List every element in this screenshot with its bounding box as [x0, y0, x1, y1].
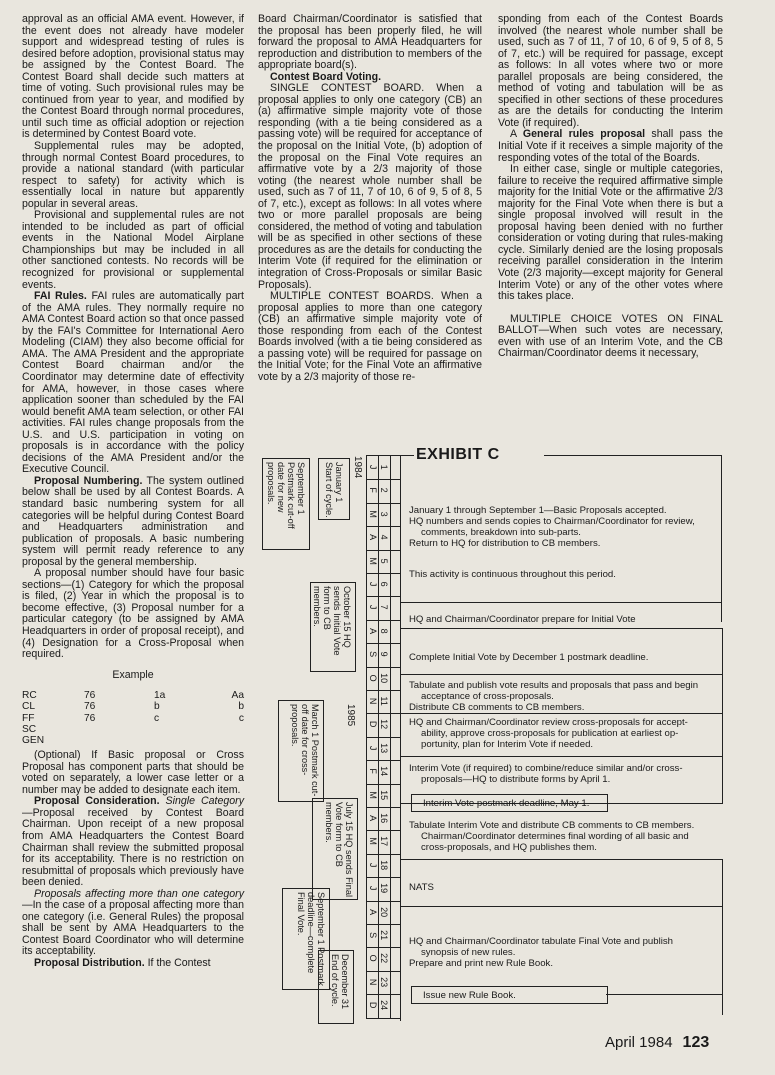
month-letter: J: [368, 581, 379, 587]
paragraph: [258, 291, 482, 383]
note-final-tabulate: HQ and Chairman/Coordinator tabulate Final Vote and publish synopsis of new rules. Prepare and print new Rule Book.: [409, 936, 673, 969]
month-number: 1: [379, 464, 390, 470]
month-number: 17: [379, 836, 390, 847]
note-issue-rulebook: Issue new Rule Book.: [423, 990, 516, 1001]
divider: [400, 628, 722, 629]
month-number: 9: [379, 651, 390, 657]
paragraph: (Optional) If Basic proposal or Cross Proposal has component parts that should be voted on separately, a lower case letter or a number may be added to designate each item.: [22, 749, 244, 796]
exhibit-title: EXHIBIT C: [416, 446, 500, 463]
paragraph: A proposal number should have four basic sections—(1) Category for which the proposal is filed, (2) Year in which the proposal is to become effective, (3) Proposal number for a particular category (to be assigned by AMA Headquarters in order of proposal receipt), and (4) Designation for a Cross-Proposal when required.: [22, 567, 244, 661]
month-number: 23: [379, 976, 390, 987]
month-number: 15: [379, 789, 390, 800]
section-body: —Proposal received by Contest Board Chairman. Upon receipt of a new proposal from AMA Headquarters the Contest Board Chairman shall review the submitted proposal for its acceptability. There is no restriction on resubmittal of proposals which previously have been denied.: [22, 806, 244, 889]
grid-row-line: [366, 971, 400, 972]
month-letter: J: [368, 862, 379, 868]
grid-row-line: [366, 479, 400, 480]
paragraph: [22, 796, 244, 888]
divider: [400, 906, 722, 907]
milestone-mar1: March 1 Postmark cut-off date for cross-proposals.: [290, 704, 320, 797]
month-letter: S: [368, 932, 379, 939]
divider: [722, 859, 723, 1015]
month-number: 24: [379, 1000, 390, 1011]
month-letter: M: [368, 556, 379, 565]
note-nats: NATS: [409, 882, 434, 893]
note-proposals: January 1 through September 1—Basic Proposals accepted. HQ numbers and sends copies to Chairman/Coordinator for review, comments, breakdown into sub-parts. Return to HQ for distribution to CB members.: [409, 505, 695, 549]
divider: [606, 994, 722, 995]
month-letter: D: [368, 1002, 379, 1009]
caps-lead: SINGLE CONTEST BOARD.: [270, 82, 425, 95]
table-row: SC: [22, 723, 37, 735]
grid-row-line: [366, 830, 400, 831]
section-body: When a proposal applies to only one category (CB) an (a) affirmative simple majority vote of those responding (with a tie being considered as a passing vote) will be required for acceptance of the proposal on the Initial Vote, (b) adoption of the proposal on the Final Vote requires an affirmative vote by a 2/3 majority of those voting (the nearest whole number shall be used, such as 7 of 11, 7 of 10, 6 of 9, 5 of 8, 5 of 7, etc.), except as follows: In all votes where two or more parallel proposals are being considered, the method of voting and tabulation will be as specified in other sections of these procedures as are the details for conducting the Interim Vote (if required for the elimination or integration of Cross-Proposals or similar Basic Proposals).: [258, 82, 482, 291]
caps-lead: MULTIPLE CONTEST BOARDS.: [270, 290, 434, 303]
grid-row-line: [366, 994, 400, 995]
section-heading: Contest Board Voting.: [270, 70, 382, 83]
section-body: FAI rules are automatically part of the AMA rules. They normally require no AMA Contest Board action so that once passed by the FAI's Committee for International Aero Modeling (CIAM) they also become official for AMA. The AMA President and the appropriate Contest Board chairman and/or the Coordinator may determine date of effectivity for AMA, however, in those cases where application sooner than scheduled by the FAI would benefit AMA team selection, or other FAI activities. FAI rules change proposals from the U.S. and U.S. participation in voting on proposals is in accordance with the policy decisions of the AMA President and/or the Executive Council.: [22, 290, 245, 476]
paragraph: In either case, single or multiple categories, failure to receive the required affirmative simple majority for the Initial Vote or the affirmative 2/3 majority for the Final Vote when there is but a single proposal involved will result in the proposal having been denied with no further consideration or voting during that rules-making cycle. Similarly denied are the losing proposals receiving parallel consideration in the Interim Vote (2/3 majority—except majority for General Interim Vote) or any of the other votes where this takes place.: [498, 163, 723, 303]
month-number: 13: [379, 742, 390, 753]
note-continuous: This activity is continuous throughout this period.: [409, 569, 616, 580]
paragraph: [22, 889, 244, 958]
divider: [400, 756, 722, 757]
month-number: 20: [379, 906, 390, 917]
grid-row-line: [366, 877, 400, 878]
grid-row-line: [366, 784, 400, 785]
month-letter: A: [368, 815, 379, 822]
month-number: 7: [379, 604, 390, 610]
month-letter: M: [368, 510, 379, 518]
month-number: 14: [379, 766, 390, 777]
note-cross-review: HQ and Chairman/Coordinator review cross-proposals for accept- ability, approve cross-proposals for publication at earliest op- portunity, plan for Interim Vote if needed.: [409, 717, 688, 750]
grid-col-line: [366, 456, 367, 1018]
grid-row-line: [366, 807, 400, 808]
month-letter: J: [368, 464, 379, 470]
month-number: 2: [379, 487, 390, 493]
note-interim-deadline: Interim Vote postmark deadline, May 1.: [423, 798, 590, 809]
divider: [400, 456, 401, 1021]
grid-row-line: [366, 573, 400, 574]
month-number: 21: [379, 930, 390, 941]
caps-lead: MULTIPLE CHOICE VOTES ON FINAL BALLOT—: [498, 312, 723, 337]
month-letter: M: [368, 837, 379, 846]
paragraph: [498, 314, 723, 360]
milestone-dec31: December 31 End of cycle.: [330, 954, 350, 1010]
month-number: 4: [379, 534, 390, 540]
section-body: The system outlined below shall be used by all Contest Boards. A standard basic numbering system for all categories will be helpful during Contest Board and Headquarters administration and publication of proposals. A basic numbering system will permit ready reference to any proposal by the general membership.: [22, 474, 244, 568]
grid-row-line: [366, 1018, 400, 1019]
month-letter: A: [368, 908, 379, 915]
grid-row-line: [366, 667, 400, 668]
grid-col-line: [378, 456, 379, 1018]
milestone-jan1: January 1 Start of cycle.: [324, 462, 344, 518]
paragraph: Provisional and supplemental rules are not intended to be included as part of official events in the National Model Airplane Championships but may be included in all other sanctioned contests. No records will be recognized for provisional or supplemental events.: [22, 209, 244, 291]
text-column-1: [22, 14, 244, 970]
section-body: If the Contest: [147, 957, 211, 970]
grid-col-line: [390, 456, 391, 1018]
divider: [400, 674, 722, 675]
divider: [544, 455, 722, 456]
month-letter: A: [368, 534, 379, 541]
table-row: FF 76 c c: [22, 712, 244, 724]
section-heading: Proposal Consideration.: [34, 795, 160, 808]
exhibit-c-timeline: [256, 446, 722, 1021]
section-heading: Proposal Numbering.: [34, 474, 143, 487]
divider: [400, 602, 722, 603]
grid-row-line: [366, 854, 400, 855]
month-letter: M: [368, 790, 379, 799]
month-letter: J: [368, 886, 379, 891]
grid-row-line: [366, 947, 400, 948]
example-table: [22, 690, 244, 746]
paragraph: [258, 83, 482, 291]
month-number: 19: [379, 883, 390, 894]
italic-lead: Proposals affecting more than one category: [34, 887, 244, 900]
month-number: 11: [379, 696, 390, 706]
section-body: When a proposal applies to more than one category (CB) an affirmative simple majority vote of those responding from each of the Contest Boards involved (with a tie being considered as a passing vote) will be required for passage on the Initial Vote; for the Final Vote an affirmative vote by a 2/3 majority of those re-: [258, 290, 482, 383]
paragraph: sponding from each of the Contest Boards involved (the nearest whole number shall be used, such as 7 of 11, 7 of 10, 6 of 9, 5 of 8, 5 of 7, etc.) will be required for passage, except as follows: In all votes where two or more parallel proposals are being considered, the method of voting and tabulation will be as specified in other sections of these procedures as are the details for conducting the Interim Vote (if required).: [498, 13, 723, 129]
table-row: CL 76 b b: [22, 701, 244, 713]
grid-row-line: [366, 713, 400, 714]
month-number: 10: [379, 672, 390, 683]
grid-row-line: [366, 596, 400, 597]
text-column-3: [498, 14, 723, 360]
paragraph: Supplemental rules may be adopted, through normal Contest Board procedures, to provide a national standard (with particular respect to safety) for activity which is essentially local in nature but apparently popular in several areas.: [22, 140, 244, 210]
grid-row-line: [366, 924, 400, 925]
grid-row-line: [366, 643, 400, 644]
table-row: GEN: [22, 734, 45, 746]
milestone-jul15: July 15 HQ sends Final Vote form to CB members.: [324, 802, 354, 897]
paragraph: Board Chairman/Coordinator is satisfied that the proposal has been properly filed, he will forward the proposal to AMA Headquarters for reproduction and distribution to members of the appropriate board(s).: [258, 13, 482, 72]
grid-row-line: [366, 737, 400, 738]
month-number: 3: [379, 511, 390, 517]
milestone-oct15: October 15 HQ sends Initial Vote form to CB members.: [312, 586, 352, 656]
month-number: 12: [379, 719, 390, 730]
month-letter: F: [368, 768, 379, 775]
note-initial-prep: HQ and Chairman/Coordinator prepare for Initial Vote: [409, 614, 636, 625]
grid-row-line: [366, 690, 400, 691]
month-number: 8: [379, 628, 390, 634]
note-tabulate-interim: Tabulate Interim Vote and distribute CB comments to CB members. Chairman/Coordinator determines final wording of all basic and cross-proposals, and HQ publishes them.: [409, 820, 695, 853]
grid-row-line: [366, 760, 400, 761]
paragraph: approval as an official AMA event. However, if the event does not already have modeler support and widespread testing of rules is desired before adoption, provisional status may be assigned by the Contest Board. The Contest Board shall decide such matters at time of voting. Such provisional rules may be continued from year to year, and modified by the Contest Board through normal procedures, until such time as official adoption or rejection is determined by Contest Board vote.: [22, 13, 245, 141]
month-letter: N: [368, 697, 379, 705]
note-initial-vote: Complete Initial Vote by December 1 postmark deadline.: [409, 652, 649, 663]
year-label: 1985: [345, 704, 356, 727]
month-number: 5: [379, 558, 390, 564]
divider: [722, 628, 723, 804]
section-body: When such votes are necessary, even with use of an Interim Vote, and the CB Chairman/Coordinator deems it necessary,: [498, 324, 723, 360]
month-number: 18: [379, 859, 390, 870]
month-letter: S: [368, 651, 379, 658]
month-letter: N: [368, 978, 379, 986]
month-number: 6: [379, 581, 390, 587]
divider: [400, 859, 722, 860]
note-tabulate: Tabulate and publish vote results and proposals that pass and begin acceptance of cross-proposals. Distribute CB comments to CB members.: [409, 680, 699, 713]
page-number: 123: [682, 1034, 710, 1051]
page-footer: [605, 1034, 709, 1052]
grid-row-line: [366, 503, 400, 504]
year-label: 1984: [352, 456, 363, 479]
month-letter: D: [368, 721, 379, 728]
month-number: 22: [379, 953, 390, 964]
italic-lead: Single Category: [165, 795, 244, 808]
text-column-2: [258, 14, 482, 384]
paragraph: [22, 291, 244, 476]
paragraph: [22, 958, 244, 970]
note-interim-vote: Interim Vote (if required) to combine/reduce similar and/or cross- proposals—HQ to distribute forms by April 1.: [409, 763, 683, 785]
month-letter: O: [368, 674, 379, 682]
section-heading: Proposal Distribution.: [34, 957, 145, 970]
section-body: —In the case of a proposal affecting more than one category (i.e. General Rules) the proposal shall be sent by AMA Headquarters to the Contest Board Coordinator who will determine its acceptability.: [22, 899, 244, 958]
month-letter: O: [368, 954, 379, 962]
grid-row-line: [366, 550, 400, 551]
paragraph: A General rules proposal shall pass the Initial Vote if it receives a simple majority of the responding votes of the total of the Boards.: [498, 128, 723, 164]
section-heading: General rules proposal: [522, 128, 646, 141]
example-label: Example: [112, 668, 154, 681]
milestone-sep1: September 1 Postmark cut-off date for new proposals.: [266, 462, 306, 529]
month-number: 16: [379, 813, 390, 824]
month-letter: F: [368, 487, 379, 494]
grid-row-line: [366, 901, 400, 902]
issue-date: April 1984: [605, 1034, 673, 1051]
month-letter: J: [368, 605, 379, 610]
grid-row-line: [366, 526, 400, 527]
grid-row-line: [366, 620, 400, 621]
section-heading: FAI Rules.: [34, 290, 87, 303]
paragraph: [22, 476, 244, 568]
section-body: shall pass the Initial Vote if it receives a simple majority of the responding votes of the total of the Boards.: [498, 128, 723, 164]
month-letter: J: [368, 745, 379, 751]
divider: [721, 455, 722, 622]
milestone-sep1b: September 1 Postmark deadline—complete Final Vote.: [296, 892, 326, 986]
table-row: RC 76 1a Aa: [22, 690, 244, 702]
divider: [400, 713, 722, 714]
month-letter: A: [368, 627, 379, 634]
